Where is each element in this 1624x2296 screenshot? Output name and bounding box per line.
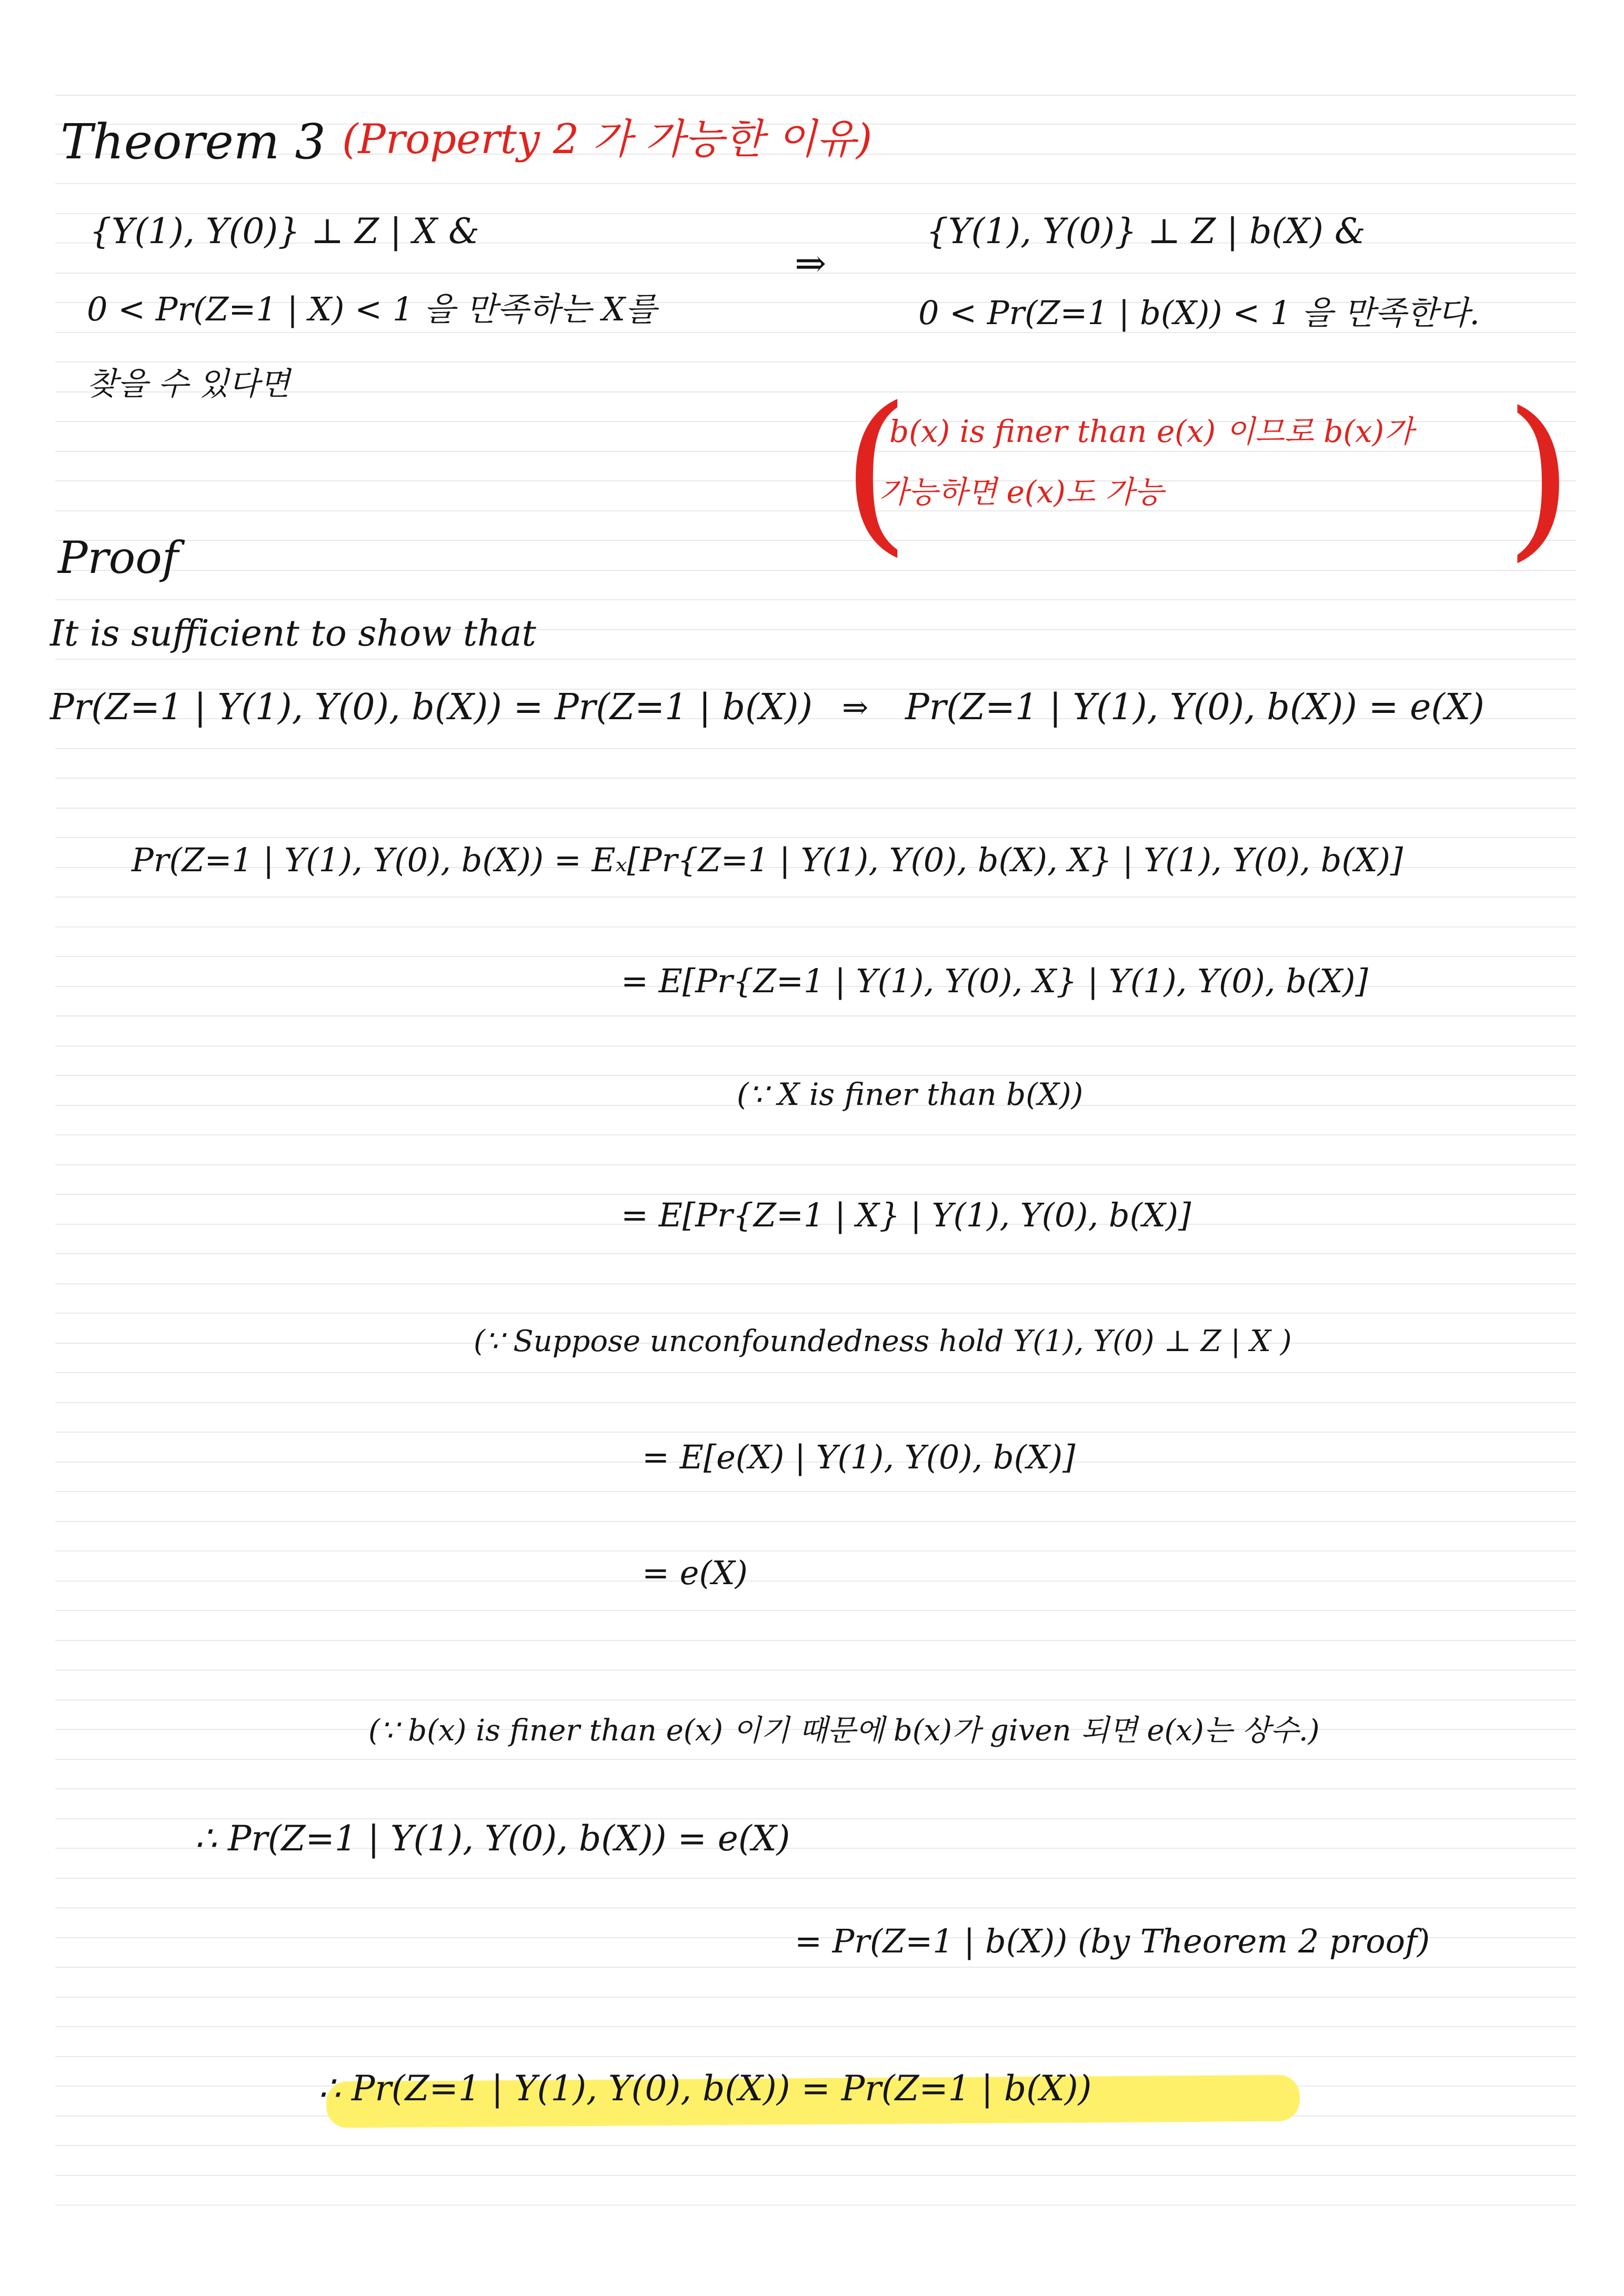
conclusion-line-1: {Y(1), Y(0)} ⊥ Z | b(X) & <box>926 211 1366 251</box>
therefore-line-1: ∴ Pr(Z=1 | Y(1), Y(0), b(X)) = e(X) <box>195 1818 790 1859</box>
goal-arrow: ⇒ <box>842 689 869 726</box>
hypothesis-line-3: 찾을 수 있다면 <box>87 366 290 402</box>
derivation-reason-3: (∵ Suppose unconfoundedness hold Y(1), Y(0) ⊥ Z | X ) <box>474 1324 1292 1358</box>
derivation-step-2: = E[Pr{Z=1 | Y(1), Y(0), X} | Y(1), Y(0), b(X)] <box>621 962 1368 1000</box>
conclusion-line-2: 0 < Pr(Z=1 | b(X)) < 1 을 만족한다. <box>918 294 1480 332</box>
goal-right: Pr(Z=1 | Y(1), Y(0), b(X)) = e(X) <box>905 687 1485 728</box>
side-note-line-2: 가능하면 e(x)도 가능 <box>879 474 1164 510</box>
derivation-step-5: = e(X) <box>642 1554 748 1592</box>
side-note-open-paren: ( <box>842 370 910 572</box>
derivation-reason-5: (∵ b(x) is finer than e(x) 이기 때문에 b(x)가 given 되면 e(x)는 상수.) <box>368 1714 1320 1748</box>
hypothesis-line-2: 0 < Pr(Z=1 | X) < 1 을 만족하는 X를 <box>87 290 657 328</box>
derivation-step-3: = E[Pr{Z=1 | X} | Y(1), Y(0), b(X)] <box>621 1196 1191 1234</box>
derivation-step-4: = E[e(X) | Y(1), Y(0), b(X)] <box>642 1438 1076 1476</box>
final-result: ∴ Pr(Z=1 | Y(1), Y(0), b(X)) = Pr(Z=1 | b(X)) <box>318 2068 1092 2109</box>
hypothesis-line-1: {Y(1), Y(0)} ⊥ Z | X & <box>89 211 479 251</box>
proof-heading: Proof <box>58 532 178 583</box>
derivation-reason-2: (∵ X is finer than b(X)) <box>737 1076 1084 1112</box>
derivation-step-1: Pr(Z=1 | Y(1), Y(0), b(X)) = Eₓ[Pr{Z=1 | Y(1), Y(0), b(X), X} | Y(1), Y(0), b(X)] <box>132 841 1404 879</box>
side-note-close-paren: ) <box>1505 375 1573 577</box>
theorem-title-note: (Property 2 가 가능한 이유) <box>342 116 873 163</box>
side-note-line-1: b(x) is finer than e(x) 이므로 b(x)가 <box>889 414 1414 449</box>
implies-arrow: ⇒ <box>795 241 827 285</box>
goal-left: Pr(Z=1 | Y(1), Y(0), b(X)) = Pr(Z=1 | b(X)) <box>50 687 813 728</box>
therefore-line-2: = Pr(Z=1 | b(X)) (by Theorem 2 proof) <box>795 1922 1430 1960</box>
theorem-title: Theorem 3 <box>61 114 326 170</box>
proof-intro: It is sufficient to show that <box>50 613 536 654</box>
